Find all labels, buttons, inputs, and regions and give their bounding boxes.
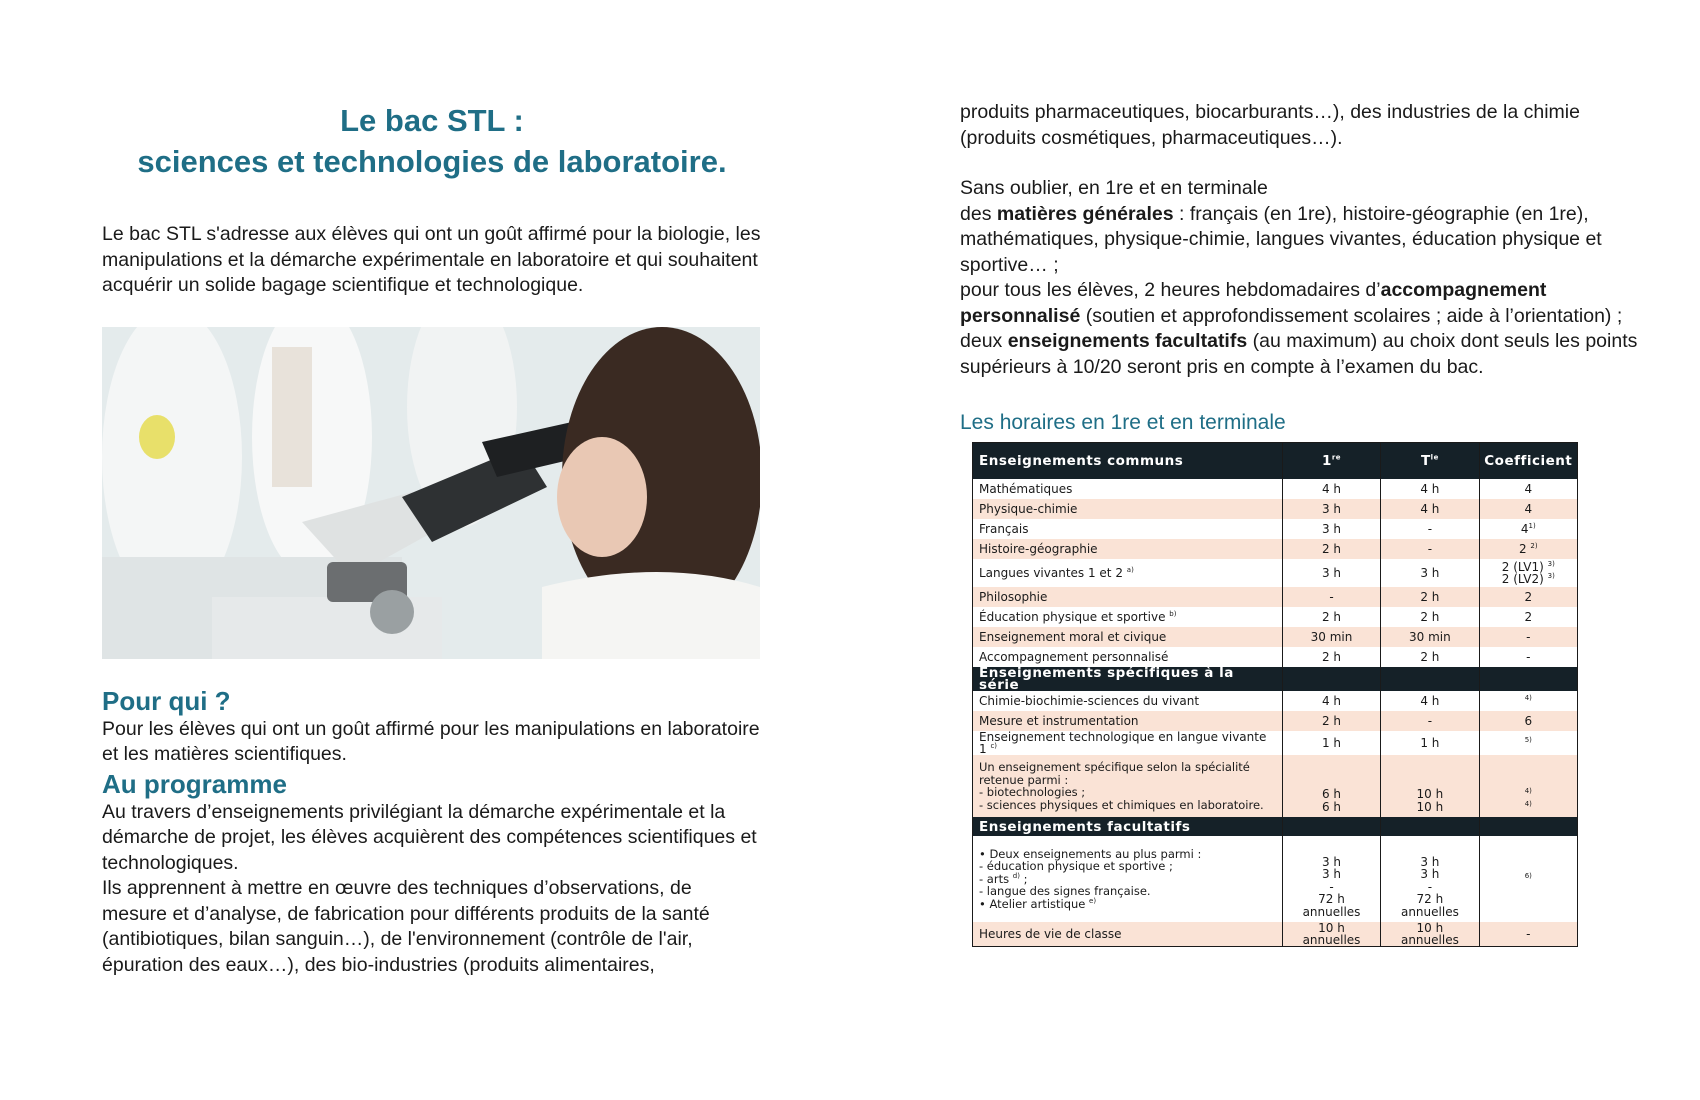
table-row-facultatifs: • Deux enseignements au plus parmi : - éducation physique et sportive ; - arts $^{d)}$ ; - langue des signes française. • Atelier artistique $^{e)}$ 3 h 3 h - 72 h annuelles 3 h 3 h - 72 h annuelles $^{6)}$ xyxy=(973,836,1578,922)
intro-paragraph: Le bac STL s'adresse aux élèves qui ont un goût affirmé pour la biologie, les manipulations et la démarche expérimentale en laboratoire et qui souhaitent acquérir un solide bagage scientifique et technologique. xyxy=(102,223,761,296)
pour-qui-text: Pour les élèves qui ont un goût affirmé pour les manipulations en laboratoire et les matières scientifiques. xyxy=(102,717,760,765)
continuation-paragraph: produits pharmaceutiques, biocarburants…), des industries de la chimie (produits cosmétiques, pharmaceutiques…). xyxy=(960,101,1580,149)
lab-photo xyxy=(102,327,760,659)
page-title xyxy=(102,100,762,182)
right-column xyxy=(960,100,1640,947)
matieres-generales-paragraph: des matières générales : français (en 1re), histoire-géographie (en 1re), mathématiques, physique-chimie, langues vivantes, éducation physique et sportive… ; xyxy=(960,202,1602,276)
table-row: Français 3 h - 4$^{1)}$ xyxy=(973,519,1578,539)
table-row: Éducation physique et sportive $^{b)}$ 2 h 2 h 2 xyxy=(973,607,1578,627)
microscope-photo-icon xyxy=(102,327,760,659)
programme-paragraph-2: Ils apprennent à mettre en œuvre des techniques d’observations, de mesure et d’analyse, de fabrication pour différents produits de la santé (antibiotiques, bilan sanguin…), de l'environnement (contrôle de l'air, épuration des eaux…), des bio-industries (produits alimentaires, xyxy=(102,877,710,976)
table-row: Mesure et instrumentation 2 h - 6 xyxy=(973,711,1578,731)
table-row: Mathématiques 4 h 4 h 4 xyxy=(973,479,1578,499)
table-row: Enseignement moral et civique 30 min 30 min - xyxy=(973,627,1578,647)
table-row: Accompagnement personnalisé 2 h 2 h - xyxy=(973,647,1578,667)
facultatifs-paragraph: deux enseignements facultatifs (au maximum) au choix dont seuls les points supérieurs à 10/20 seront pris en compte à l’examen du bac. xyxy=(960,330,1638,378)
table-row: Physique-chimie 3 h 4 h 4 xyxy=(973,499,1578,519)
table-row: Langues vivantes 1 et 2 $^{a)}$ 3 h 3 h 2 (LV1) $^{3)}$ 2 (LV2) $^{3)}$ xyxy=(973,559,1578,587)
header-premiere: 1re xyxy=(1282,443,1380,480)
section-row-facultatifs: Enseignements facultatifs xyxy=(973,817,1578,836)
hours-table xyxy=(972,442,1578,947)
table-row: Enseignement technologique en langue vivante 1 $^{c)}$ 1 h 1 h $^{5)}$ xyxy=(973,731,1578,755)
pour-qui-heading: Pour qui ? xyxy=(102,685,231,716)
header-coefficient: Coefficient xyxy=(1479,443,1577,480)
programme-heading: Au programme xyxy=(102,768,287,799)
table-row: Histoire-géographie 2 h - 2 $^{2)}$ xyxy=(973,539,1578,559)
table-header-row xyxy=(973,443,1578,480)
section-row-specifiques: Enseignements spécifiques à la série xyxy=(973,667,1578,691)
table-row-specialite: Un enseignement spécifique selon la spécialité retenue parmi : - biotechnologies ; - sciences physiques et chimiques en laboratoire. 6 h 6 h 10 h 10 h $^{4)}$ $^{4)}$ xyxy=(973,755,1578,817)
header-terminale: $T^{le}$ xyxy=(1381,443,1479,480)
table-row: Chimie-biochimie-sciences du vivant 4 h 4 h $^{4)}$ xyxy=(973,691,1578,711)
header-enseignements: Enseignements communs xyxy=(973,443,1283,480)
sans-oublier-line: Sans oublier, en 1re et en terminale xyxy=(960,177,1268,199)
title-line-2: sciences et technologies de laboratoire. xyxy=(137,144,727,179)
table-row: Philosophie - 2 h 2 xyxy=(973,587,1578,607)
left-column xyxy=(102,100,762,978)
table-row-vie-de-classe: Heures de vie de classe 10 h annuelles 10 h annuelles - xyxy=(973,922,1578,947)
accompagnement-paragraph: pour tous les élèves, 2 heures hebdomadaires d’accompagnement personnalisé (soutien et approfondissement scolaires ; aide à l’orientation) ; xyxy=(960,279,1623,327)
programme-paragraph-1: Au travers d’enseignements privilégiant la démarche expérimentale et la démarche de projet, les élèves acquièrent des compétences scientifiques et technologiques. xyxy=(102,800,757,874)
title-line-1: Le bac STL : xyxy=(340,103,524,138)
horaires-heading: Les horaires en 1re et en terminale xyxy=(960,411,1286,434)
